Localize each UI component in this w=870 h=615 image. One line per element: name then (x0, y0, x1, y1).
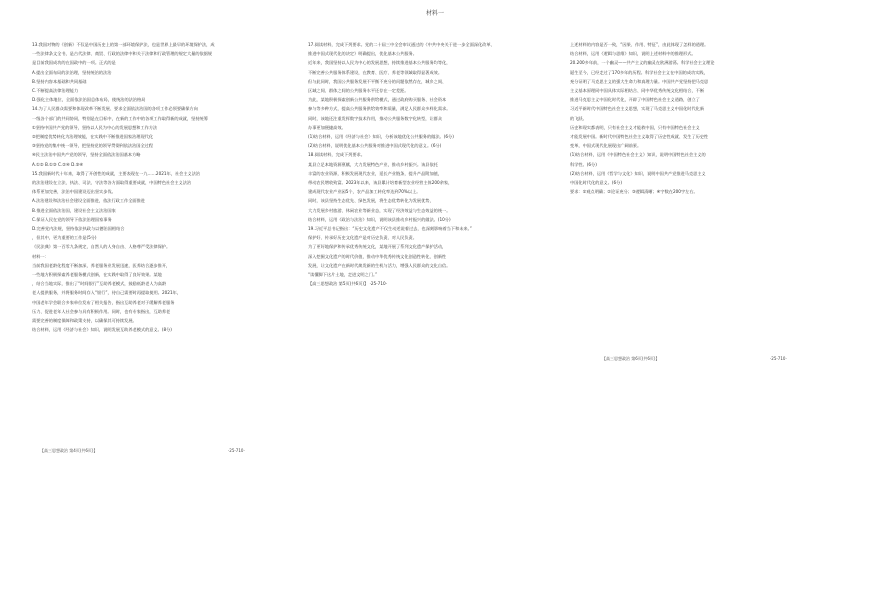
column-3 (570, 40, 820, 196)
text-line: 中国化时代化的意义。(6分) (570, 180, 622, 186)
text-line: 老人提供服务，并将服务时间存入“银行”，待自己需要时再提取使用。2021年， (32, 290, 181, 296)
text-line: 带动农民增收致富。2023年以来，该县累计培育新型农业经营主体200余家， (308, 180, 453, 186)
text-line: 体系更加完善，法治中国建设迈出坚实步伐。 (32, 189, 116, 195)
text-line: 但与此同时，我国公共服务发展不平衡不充分的问题依然存在，城乡之间、 (308, 78, 447, 84)
text-line: 压力、促进老年人社会参与具有积极作用。同时，也有专家指出，互助养老 (32, 308, 171, 314)
text-line: B.推进全面依法治国，建设社会主义法治国家 (32, 207, 116, 213)
text-line: ，但其中，更为重要的工作是(5分) (32, 235, 97, 241)
text-line: 同时，该地还注重发挥数字技术作用，推动公共服务数字化转型，让群众 (308, 115, 443, 121)
text-line: ④民主法治中国共产党的领导，坚持全面依法治国基本方略 (32, 152, 141, 158)
page-6-footer-code: ·25-710· (770, 356, 787, 361)
text-line: 建成现代农业产业园5个，农产品加工转化率达到70%以上。 (308, 189, 421, 195)
column-1 (32, 40, 282, 335)
text-line: 20.200多年前，一个幽灵——共产主义的幽灵在欧洲游荡。科学社会主义理论 (570, 60, 715, 66)
text-line: 同时，该县坚持生态优先、绿色发展，将生态优势转化为发展优势， (308, 198, 434, 204)
text-line: A.①② B.①③ C.②④ D.③④ (32, 161, 84, 167)
text-line: 变革，中国式现代化展现出广阔前景。 (570, 143, 642, 149)
text-line: 结合材料，运用《逻辑与思维》知识，说明上述材料中的推理形式。 (570, 51, 696, 57)
text-line: 要求：①观点明确；②论证充分；③逻辑清晰；④字数在200字左右。 (570, 189, 698, 195)
text-line: 近年来，我国坚持以人民为中心的发展思想，持续推进基本公共服务均等化， (308, 60, 451, 66)
text-line: 17.阅读材料，完成下列要求。党的二十届三中全会审议通过的《中共中央关于进一步全面深化改革、 (308, 42, 495, 47)
page-6-footer-label: 【高三思想政治 第6页(共6页)】 (602, 356, 660, 361)
text-line: 一些法律条文全书，是古代法律、商贸、行政的法律中和关于法律和行政管理的规定大量的依据规 (32, 51, 213, 57)
text-line: 结合材料，运用《经济与社会》知识，说明发展互助养老模式的意义。(8分) (32, 327, 172, 333)
text-line: ，结合当地实际，推出了“时间银行”互助养老模式，鼓励低龄老人为高龄 (32, 281, 167, 287)
text-line: 参与等多种方式，提高公共服务供给效率和质量，满足人民群众多样化需求。 (308, 106, 451, 112)
text-line: 发展，让文化遗产在新时代焕发新的生机与活力，增强人民群众的文化自信。 (308, 262, 451, 268)
text-line: 为此，某地积极探索创新公共服务供给模式，通过政府购买服务、社会资本 (308, 97, 447, 103)
text-line: 当前我国老龄化程度不断加深，养老服务业发展迅速，医养结合逐步推开， (32, 262, 171, 268)
text-line: “读懂脚下这片土地，走进文明之门。” (308, 272, 378, 278)
text-line: 结合材料，运用《政治与法治》知识，说明该县推动乡村振兴的做法。(10分) (308, 216, 451, 222)
page-4-footer-label: 【高三思想政治 第4页(共6页)】 (40, 448, 98, 453)
text-line: (1)结合材料，运用《中国特色社会主义》知识，说明中国特色社会主义的 (570, 152, 706, 158)
text-line: 习近平新时代中国特色社会主义思想，实现了马克思主义中国化时代化新 (570, 106, 705, 112)
text-line: 《民法典》第一百零九条规定，自然人的人身自由、人格尊严受法律保护。 (32, 244, 171, 250)
text-line: 材料一： (32, 253, 49, 259)
text-line: 深入挖掘文化遗产的时代价值，推动中华优秀传统文化创造性转化、创新性 (308, 253, 447, 259)
text-line: 推进中国式现代化的决定》明确提出，优化基本公共服务。 (308, 51, 417, 57)
text-line: 13.我国对物的《创新》不仅是中国历史上的第一部环境保护法，也是世界上最早的环境保护法，成 (32, 42, 215, 47)
text-line: 丰富的农业资源，积极发展现代农业，延长产业链条，提升产品附加值， (308, 170, 443, 176)
text-line: D.强化主体地位，全面依法治国总体布局，使统治的法治格局 (32, 97, 146, 103)
text-line: 是目前我国成功的在国政中的一项。正式的是 (32, 60, 116, 66)
text-line: 保护好、传承好历史文化遗产是对历史负责、对人民负责。 (308, 235, 417, 241)
text-line: 诞生至今，已经走过了170多年的历程。科学社会主义在中国的成功实践， (570, 69, 708, 75)
text-line: C.保证人民在党的领导下依法治理国家事务 (32, 216, 112, 222)
text-line: ①坚持中国共产党的领导，坚持以人民为中心的发展思想和工作方法 (32, 124, 158, 130)
text-line: (1)结合材料，运用《经济与社会》知识，分析该地优化公共服务的做法。(6分) (308, 134, 454, 140)
text-line: B.坚持内容本基础和共同基础 (32, 78, 87, 84)
text-line: 19.习近平总书记指出：“历史文化遗产不仅生动述说着过去，也深刻影响着当下和未来。” (308, 226, 472, 232)
text-line: 科学性。(6分) (570, 161, 597, 167)
text-line: 某县立足本地资源禀赋，大力发展特色产业，推动乡村振兴。该县依托 (308, 161, 438, 167)
text-line: (2)结合材料，运用《哲学与文化》知识，说明中国共产党推进马克思主义 (570, 170, 706, 176)
text-line: C.不断提高法律治理能力 (32, 88, 79, 94)
text-line: 推进马克思主义中国化时代化，开辟了中国特色社会主义道路，创立了 (570, 97, 700, 103)
text-line: 的飞跃。 (570, 115, 587, 121)
text-line: A.法治建设和法治社会建设全面推进，依法行政工作全面推进 (32, 198, 145, 204)
text-line: 办事更加便捷高效。 (308, 124, 346, 130)
text-line: A.提出全面布局的法治理，坚持统治的法治 (32, 69, 112, 75)
text-line: 大力发展乡村旅游、休闲农业等新业态，实现了经济效益与生态效益的统一。 (308, 207, 451, 213)
text-line: 主义基本原理同中国具体实际相结合、同中华优秀传统文化相结合，不断 (570, 88, 705, 94)
text-line: 需要完善的制度保障和政策支持，以确保其可持续发展。 (32, 318, 137, 324)
text-line: ③坚持党的集中统一领导，把坚持党的领导贯彻到依法治国全过程 (32, 143, 154, 149)
text-line: (2)结合材料，说明优化基本公共服务对推进中国式现代化的意义。(6分) (308, 143, 442, 149)
text-line: 上述材料的内容是否一致，“因果、作用、特征”，由此体现了怎样的道理。 (570, 42, 709, 47)
text-line: 18.阅读材料，完成下列要求。 (308, 152, 365, 158)
page-4-footer-code: ·25-710· (228, 448, 245, 453)
text-line: 不断完善公共服务体系建设，在教育、医疗、养老等领域取得显著成效。 (308, 69, 443, 75)
text-line: ②把制度优势转化为治理效能，在实践中不断推进国家治理现代化 (32, 134, 154, 140)
text-line: 【高三思想政治 第5页(共6页)】 ·25-710· (308, 281, 388, 287)
text-line: 才能发展中国。新时代中国特色社会主义取得了历史性成就、发生了历史性 (570, 134, 709, 140)
text-line: 为了更好地保护和传承优秀传统文化，某地开展了系列文化遗产保护活动， (308, 244, 447, 250)
text-line: 的法治建设在立法、执法、司法、守法等各方面取得重要成就，中国特色社会主义法治 (32, 180, 192, 186)
text-line: 充分证明了马克思主义的强大生命力和真理力量。中国共产党坚持把马克思 (570, 78, 709, 84)
text-line: 一级各个部门的共同协同，特别是在目标中，在新的工作中的各项工作取得新的成就，坚持统筹 (32, 115, 208, 121)
text-line: D.完善党内法规，坚持依法执政与以德治国相结合 (32, 226, 125, 232)
text-line: 中国老年学会联合多家单位发布了相关报告，指出互助养老对于缓解养老服务 (32, 299, 175, 305)
text-line: 历史和现实都表明，只有社会主义才能救中国，只有中国特色社会主义 (570, 124, 700, 130)
column-2 (308, 40, 558, 288)
text-line: 一些地方积极探索养老服务模式创新，在实践中取得了良好效果。某地 (32, 272, 162, 278)
page-header-title: 材料一 (425, 10, 444, 17)
text-line: 区域之间、群体之间的公共服务水平还存在一定差距。 (308, 88, 409, 94)
text-line: 15.我国新时代十年来，取得了开创性的成就，主要表现在一九……2021年，社会主义法治 (32, 170, 201, 176)
text-line: 14.为了人民群众需要和体现改革不断发展、要求全面依法治国的各项工作必须要确保方向 (32, 106, 198, 112)
